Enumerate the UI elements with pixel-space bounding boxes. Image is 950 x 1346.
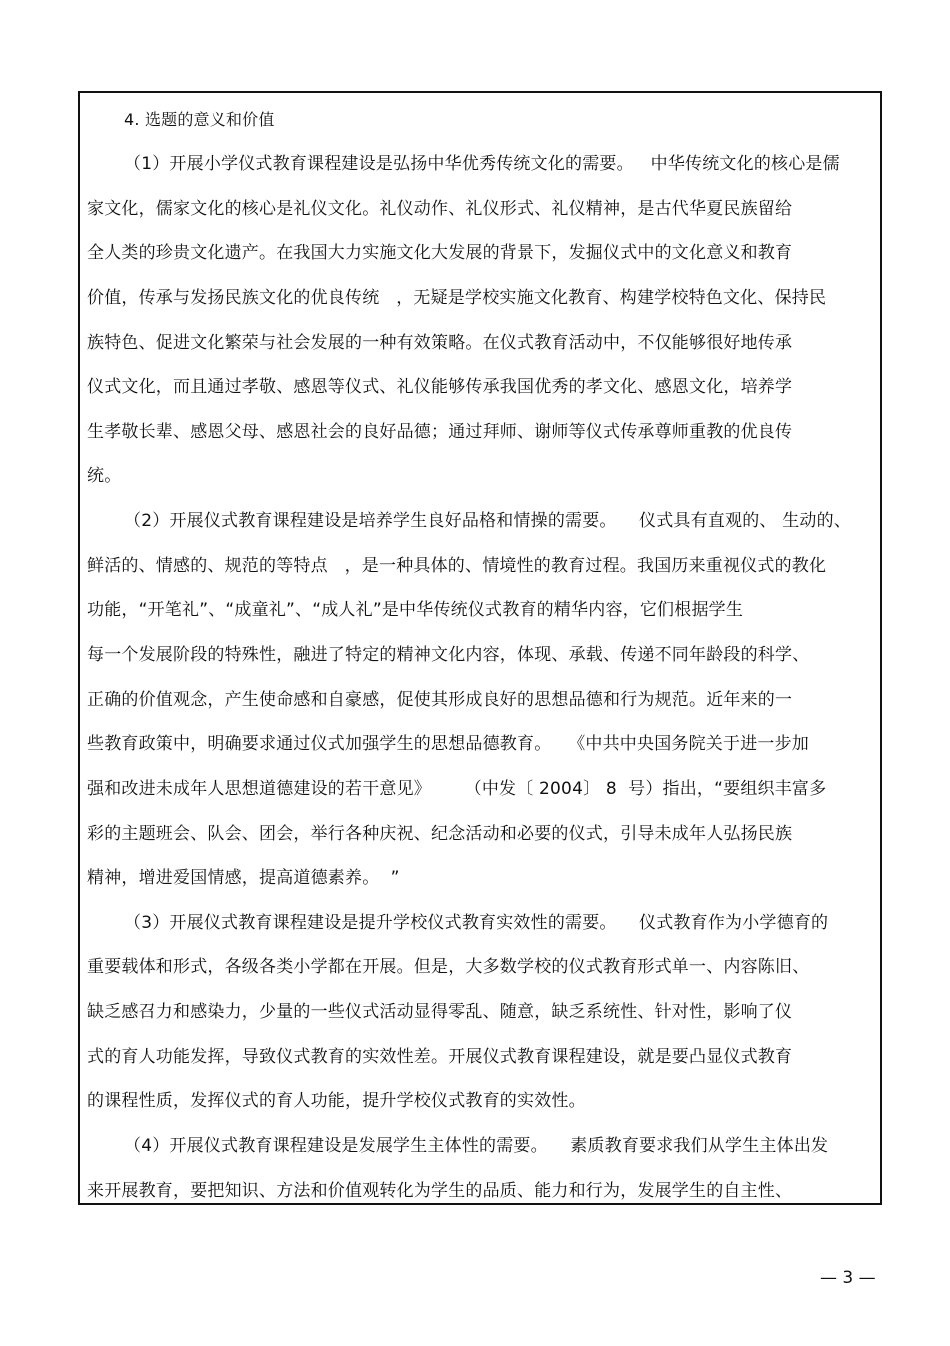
paragraph-line: 生孝敬长辈、感恩父母、感恩社会的良好品德；通过拜师、谢师等仪式传承尊师重教的优良传 (87, 422, 793, 442)
paragraph-line: 来开展教育，要把知识、方法和价值观转化为学生的品质、能力和行为，发展学生的自主性、 (87, 1181, 793, 1201)
paragraph-line: 重要载体和形式，各级各类小学都在开展。但是，大多数学校的仪式教育形式单一、内容陈旧、 (87, 957, 810, 977)
paragraph-line: 些教育政策中，明确要求通过仪式加强学生的思想品德教育。 《中共中央国务院关于进一步加 (87, 734, 810, 754)
paragraph-line: （1）开展小学仪式教育课程建设是弘扬中华优秀传统文化的需要。 中华传统文化的核心是儒 (124, 154, 840, 174)
paragraph-line: 彩的主题班会、队会、团会，举行各种庆祝、纪念活动和必要的仪式，引导未成年人弘扬民族 (87, 824, 793, 844)
paragraph-line: 统。 (87, 466, 122, 486)
page-number: — 3 — (820, 1268, 876, 1288)
paragraph-line: 价值，传承与发扬民族文化的优良传统 ，无疑是学校实施文化教育、构建学校特色文化、保持民 (87, 288, 827, 308)
paragraph-line: 全人类的珍贵文化遗产。在我国大力实施文化大发展的背景下，发掘仪式中的文化意义和教育 (87, 243, 793, 263)
paragraph-line: （3）开展仪式教育课程建设是提升学校仪式教育实效性的需要。 仪式教育作为小学德育的 (124, 913, 829, 933)
paragraph-line: （4）开展仪式教育课程建设是发展学生主体性的需要。 素质教育要求我们从学生主体出发 (124, 1136, 829, 1156)
paragraph-line: （2）开展仪式教育课程建设是培养学生良好品格和情操的需要。 仪式具有直观的、 生动的、 (124, 511, 852, 531)
paragraph-line: 每一个发展阶段的特殊性，融进了特定的精神文化内容，体现、承载、传递不同年龄段的科学、 (87, 645, 810, 665)
paragraph-line: 的课程性质，发挥仪式的育人功能，提升学校仪式教育的实效性。 (87, 1091, 586, 1111)
paragraph-line: 鲜活的、情感的、规范的等特点 ，是一种具体的、情境性的教育过程。我国历来重视仪式的教化 (87, 556, 827, 576)
paragraph-line: 强和改进未成年人思想道德建设的若干意见》 （中发〔 2004〕 8 号）指出，“要组织丰富多 (87, 779, 827, 799)
paragraph-line: 功能，“开笔礼”、“成童礼”、“成人礼”是中华传统仪式教育的精华内容，它们根据学生 (87, 600, 744, 620)
paragraph-line: 族特色、促进文化繁荣与社会发展的一种有效策略。在仪式教育活动中，不仅能够很好地传承 (87, 333, 793, 353)
paragraph-line: 正确的价值观念，产生使命感和自豪感，促使其形成良好的思想品德和行为规范。近年来的一 (87, 690, 793, 710)
section-heading: 4. 选题的意义和价值 (124, 110, 275, 129)
paragraph-line: 式的育人功能发挥，导致仪式教育的实效性差。开展仪式教育课程建设，就是要凸显仪式教育 (87, 1047, 793, 1067)
paragraph-line: 精神，增进爱国情感，提高道德素养。 ” (87, 868, 400, 888)
paragraph-line: 家文化，儒家文化的核心是礼仪文化。礼仪动作、礼仪形式、礼仪精神，是古代华夏民族留给 (87, 199, 793, 219)
paragraph-line: 缺乏感召力和感染力，少量的一些仪式活动显得零乱、随意，缺乏系统性、针对性，影响了仪 (87, 1002, 793, 1022)
paragraph-line: 仪式文化，而且通过孝敬、感恩等仪式、礼仪能够传承我国优秀的孝文化、感恩文化，培养学 (87, 377, 793, 397)
